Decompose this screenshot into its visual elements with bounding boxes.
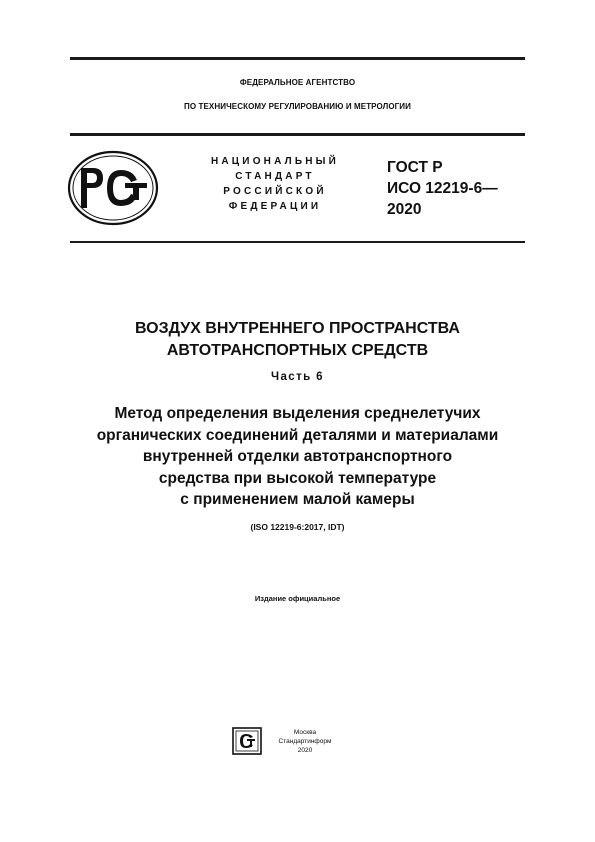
designation-line-2: ИСО 12219-6—: [387, 180, 498, 197]
iso-reference: (ISO 12219-6:2017, IDT): [250, 522, 345, 532]
agency-line-2: ПО ТЕХНИЧЕСКОМУ РЕГУЛИРОВАНИЮ И МЕТРОЛОГИИ: [183, 102, 412, 111]
publisher-block: [270, 728, 340, 755]
header-rule: [70, 133, 525, 136]
designation-line-1: ГОСТ Р: [387, 159, 443, 176]
standard-designation: [387, 157, 498, 220]
subtitle-line-2: органических соединений деталями и материалами: [96, 426, 499, 444]
subtitle-line-5: с применением малой камеры: [180, 491, 415, 508]
publisher-year: 2020: [297, 747, 313, 754]
agency-line-1: ФЕДЕРАЛЬНОЕ АГЕНТСТВО: [239, 78, 356, 87]
publisher-name: Стандартинформ: [278, 738, 332, 745]
subtitle-line-4: средства при высокой температуре: [158, 469, 437, 487]
national-line-3: РОССИЙСКОЙ: [223, 186, 327, 197]
designation-line-3: 2020: [387, 201, 422, 218]
subtitle-line-1: Метод определения выделения среднелетучих: [114, 405, 481, 422]
edition-label: Издание официальное: [254, 594, 341, 603]
title-line-1: ВОЗДУХ ВНУТРЕННЕГО ПРОСТРАНСТВА: [135, 320, 460, 337]
document-title: [40, 318, 555, 362]
rst-logo-icon: [67, 150, 159, 226]
national-line-2: СТАНДАРТ: [235, 171, 315, 182]
standartinform-logo-icon: [232, 727, 262, 755]
block-rule: [70, 241, 525, 243]
part-label: Часть 6: [271, 371, 324, 383]
document-subtitle: [40, 403, 555, 511]
national-standard-block: [190, 154, 360, 214]
top-rule: [70, 57, 525, 60]
title-line-2: АВТОТРАНСПОРТНЫХ СРЕДСТВ: [166, 342, 429, 359]
subtitle-line-3: внутренней отделки автотранспортного: [142, 448, 453, 465]
publisher-city: Москва: [293, 729, 317, 736]
national-line-1: НАЦИОНАЛЬНЫЙ: [210, 156, 340, 167]
national-line-4: ФЕДЕРАЦИИ: [228, 201, 322, 212]
